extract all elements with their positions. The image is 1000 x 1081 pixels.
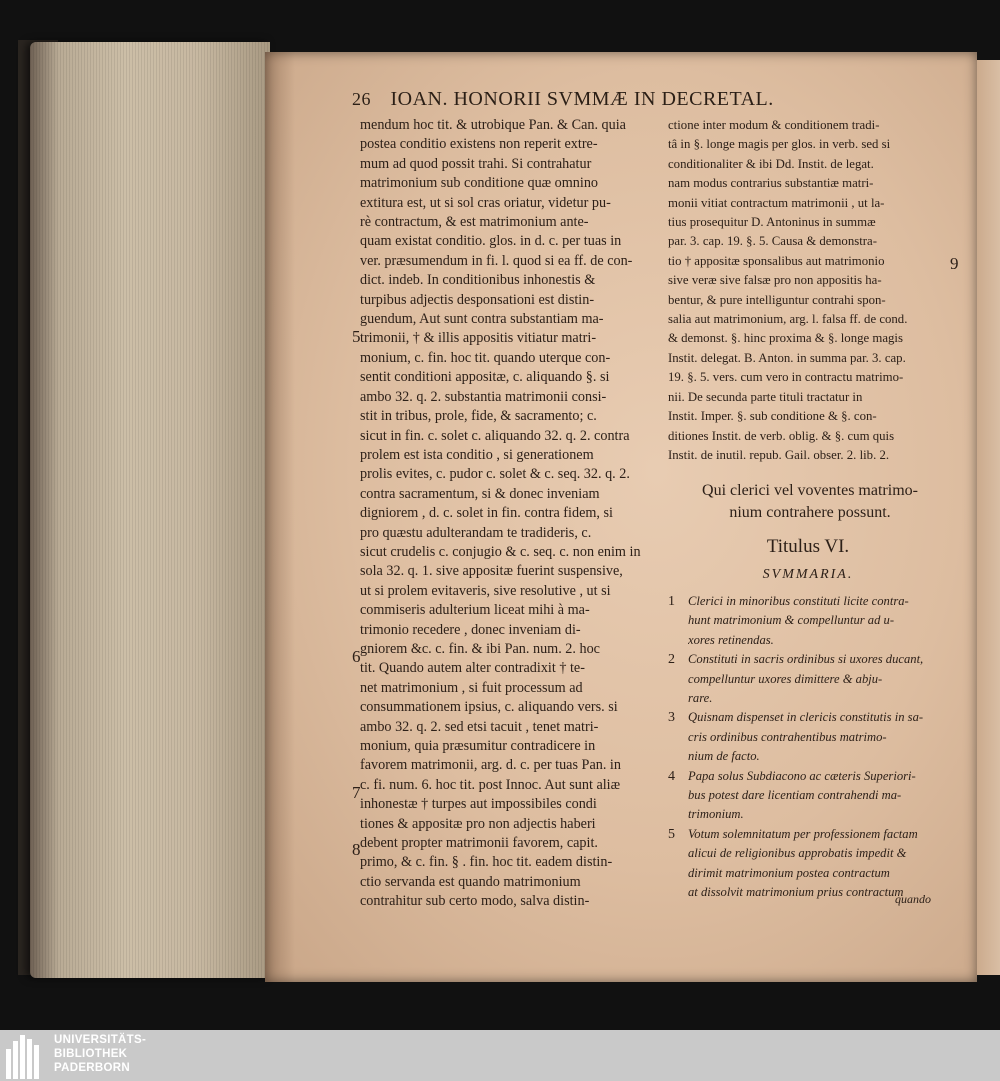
text-line: net matrimonium , si fuit processum ad — [360, 679, 583, 696]
text-line: 19. §. 5. vers. cum vero in contractu matrimo- — [668, 370, 904, 385]
section-heading — [670, 480, 950, 524]
summaria-line: cris ordinibus contrahentibus matrimo- — [688, 729, 887, 744]
text-line: sive veræ sive falsæ pro non appositis ha- — [668, 273, 882, 288]
text-line: tâ in §. longe magis per glos. in verb. sed si — [668, 137, 891, 152]
text-line: ctio servanda est quando matrimonium — [360, 873, 581, 890]
text-line: Instit. delegat. B. Anton. in summa par. 3. cap. — [668, 350, 906, 365]
running-head — [352, 88, 872, 111]
summaria-line: rare. — [688, 691, 713, 706]
summaria-item — [668, 650, 950, 708]
summaria-line: alicui de religionibus approbatis impedit & — [688, 846, 907, 861]
section-heading-line: Qui clerici vel voventes matrimo- — [702, 482, 918, 499]
margin-number: 6 — [352, 647, 361, 666]
text-line: rè contractum, & est matrimonium ante- — [360, 214, 589, 231]
logo-line: BIBLIOTHEK — [54, 1048, 128, 1060]
summaria-item — [668, 825, 950, 903]
text-line: sicut crudelis c. conjugio & c. seq. c. non enim in — [360, 543, 641, 560]
text-line: prolem est ista conditio , si generationem — [360, 446, 594, 463]
library-logo-icon — [4, 1033, 50, 1079]
summaria-line: Votum solemnitatum per professionem factam — [688, 826, 918, 841]
margin-number: 9 — [950, 254, 959, 273]
text-line: digniorem , d. c. solet in fin. contra fidem, si — [360, 505, 613, 522]
text-line: salia aut matrimonium, arg. l. falsa ff. de cond. — [668, 312, 908, 327]
summaria-line: bus potest dare licentiam contrahendi ma- — [688, 788, 902, 803]
text-line: quam existat conditio. glos. in d. c. per tuas in — [360, 233, 622, 250]
text-line: postea conditio existens non reperit extre- — [360, 136, 598, 153]
text-line: Instit. Imper. §. sub conditione & §. con- — [668, 409, 877, 424]
text-line: extitura est, ut si sol cras oriatur, videtur pu- — [360, 194, 611, 211]
text-line: ver. præsumendum in fi. l. quod si ea ff. de con- — [360, 252, 633, 269]
logo-line: UNIVERSITÄTS- — [54, 1034, 147, 1046]
text-line: favorem matrimonii, arg. d. c. per tuas Pan. in — [360, 757, 621, 774]
text-line: tio † appositæ sponsalibus aut matrimonio — [668, 253, 885, 268]
text-line: par. 3. cap. 19. §. 5. Causa & demonstra- — [668, 234, 877, 249]
text-line: ambo 32. q. 2. sed etsi tacuit , tenet matri- — [360, 718, 599, 735]
summaria-line: compelluntur uxores dimittere & abju- — [688, 671, 883, 686]
text-line: consummationem ipsius, c. aliquando vers. si — [360, 699, 618, 716]
summaria-line: hunt matrimonium & compelluntur ad u- — [688, 613, 895, 628]
library-logo-text — [54, 1033, 146, 1075]
section-heading-line: nium contrahere possunt. — [729, 504, 891, 521]
summaria-number: 5 — [668, 826, 675, 842]
logo-line: PADERBORN — [54, 1062, 130, 1074]
text-line: ut si prolem evitaveris, sive resolutive , ut si — [360, 582, 611, 599]
summaria-line: xores retinendas. — [688, 632, 774, 647]
left-text-column — [360, 116, 658, 912]
text-line: monium, c. fin. hoc tit. quando uterque con- — [360, 349, 611, 366]
text-line: & demonst. §. hinc proxima & §. longe magis — [668, 331, 903, 346]
text-line: debent propter matrimonii favorem, capit. — [360, 835, 598, 852]
summaria-label: SVMMARIA. — [762, 567, 854, 582]
summaria-line: trimonium. — [688, 807, 744, 822]
text-line: dict. indeb. In conditionibus inhonestis & — [360, 272, 596, 289]
summaria-line: Quisnam dispenset in clericis constitutis in sa- — [688, 710, 924, 725]
summaria-line: at dissolvit matrimonium prius contractum — [688, 885, 904, 900]
text-line: pro quæstu adulterandam te tradideris, c. — [360, 524, 592, 541]
text-line: guendum, Aut sunt contra substantiam ma- — [360, 311, 604, 328]
page-gutter-shadow — [265, 52, 295, 982]
text-line: turpibus adjectis desponsationi est distin- — [360, 291, 595, 308]
titulus-heading: Titulus VI. — [766, 536, 850, 557]
summaria-number: 4 — [668, 768, 675, 784]
text-line: sentit conditioni appositæ, c. aliquando §. si — [360, 369, 610, 386]
summaria-number: 2 — [668, 652, 675, 668]
text-line: tius prosequitur D. Antoninus in summæ — [668, 215, 876, 230]
text-line: commiseris adulterium liceat mihi à ma- — [360, 602, 590, 619]
summaria-line: dirimit matrimonium postea contractum — [688, 865, 890, 880]
text-line: contra sacramentum, si & donec inveniam — [360, 485, 600, 502]
library-footer-bar — [0, 1030, 1000, 1081]
summaria-item — [668, 592, 950, 650]
text-line: sola 32. q. 1. sive appositæ fuerint suspensive, — [360, 563, 623, 580]
text-line: sicut in fin. c. solet c. aliquando 32. q. 2. contra — [360, 427, 630, 444]
text-line: bentur, & pure intelliguntur contrahi spon- — [668, 292, 886, 307]
catchword: quando — [895, 892, 931, 906]
text-line: nii. De secunda parte tituli tractatur in — [668, 389, 863, 404]
text-line: trimonio recedere , donec inveniam di- — [360, 621, 581, 638]
summaria-number: 3 — [668, 710, 675, 726]
summaria-line: nium de facto. — [688, 749, 760, 764]
text-line: monii vitiat contractum matrimonii , ut la- — [668, 195, 885, 210]
running-head-title: IOAN. HONORII SVMMÆ IN DECRETAL. — [390, 88, 774, 110]
margin-number: 8 — [352, 840, 361, 859]
margin-number: 7 — [352, 783, 361, 802]
text-line: conditionaliter & ibi Dd. Instit. de legat. — [668, 156, 874, 171]
text-line: mum ad quod possit trahi. Si contrahatur — [360, 155, 592, 172]
summaria-line: Clerici in minoribus constituti licite contra- — [688, 594, 909, 608]
text-line: stit in tribus, prole, fide, & sacramento; c. — [360, 408, 597, 425]
text-line: matrimonium sub conditione quæ omnino — [360, 175, 599, 192]
text-line: nam modus contrarius substantiæ matri- — [668, 176, 874, 191]
right-text-column — [668, 116, 950, 465]
text-line: Instit. de inutil. repub. Gail. obser. 2. lib. 2. — [668, 447, 890, 462]
summaria-line: Constituti in sacris ordinibus si uxores ducant, — [688, 652, 924, 667]
text-line: tit. Quando autem alter contradixit † te- — [360, 660, 585, 677]
book-page-edges — [30, 42, 270, 978]
text-line: trimonii, † & illis appositis vitiatur matri- — [360, 330, 597, 347]
text-line: c. fi. num. 6. hoc tit. post Innoc. Aut sunt aliæ — [360, 776, 621, 793]
text-line: prolis evites, c. pudor c. solet & c. seq. 32. q. 2. — [360, 466, 630, 483]
summaria-line: Papa solus Subdiacono ac cæteris Superiori- — [688, 768, 916, 783]
text-line: gniorem &c. c. fin. & ibi Pan. num. 2. hoc — [360, 640, 600, 657]
text-line: tiones & appositæ pro non adjectis haberi — [360, 815, 596, 832]
text-line: contrahitur sub certo modo, salva distin- — [360, 893, 590, 910]
margin-number: 5 — [352, 327, 361, 346]
text-line: inhonestæ † turpes aut impossibiles condi — [360, 796, 597, 813]
text-line: ambo 32. q. 2. substantia matrimonii consi- — [360, 388, 607, 405]
summaria-item — [668, 708, 950, 766]
summaria-number: 1 — [668, 594, 675, 609]
summaria-list — [668, 592, 950, 903]
text-line: primo, & c. fin. § . fin. hoc tit. eadem distin- — [360, 854, 613, 871]
text-line: ditiones Instit. de verb. oblig. & §. cum quis — [668, 428, 895, 443]
page-number: 26 — [352, 89, 371, 109]
facing-page-edge — [975, 60, 1000, 975]
summaria-item — [668, 767, 950, 825]
text-line: monium, quia præsumitur contradicere in — [360, 738, 596, 754]
text-line: mendum hoc tit. & utrobique Pan. & Can. quia — [360, 117, 626, 133]
text-line: ctione inter modum & conditionem tradi- — [668, 118, 880, 132]
